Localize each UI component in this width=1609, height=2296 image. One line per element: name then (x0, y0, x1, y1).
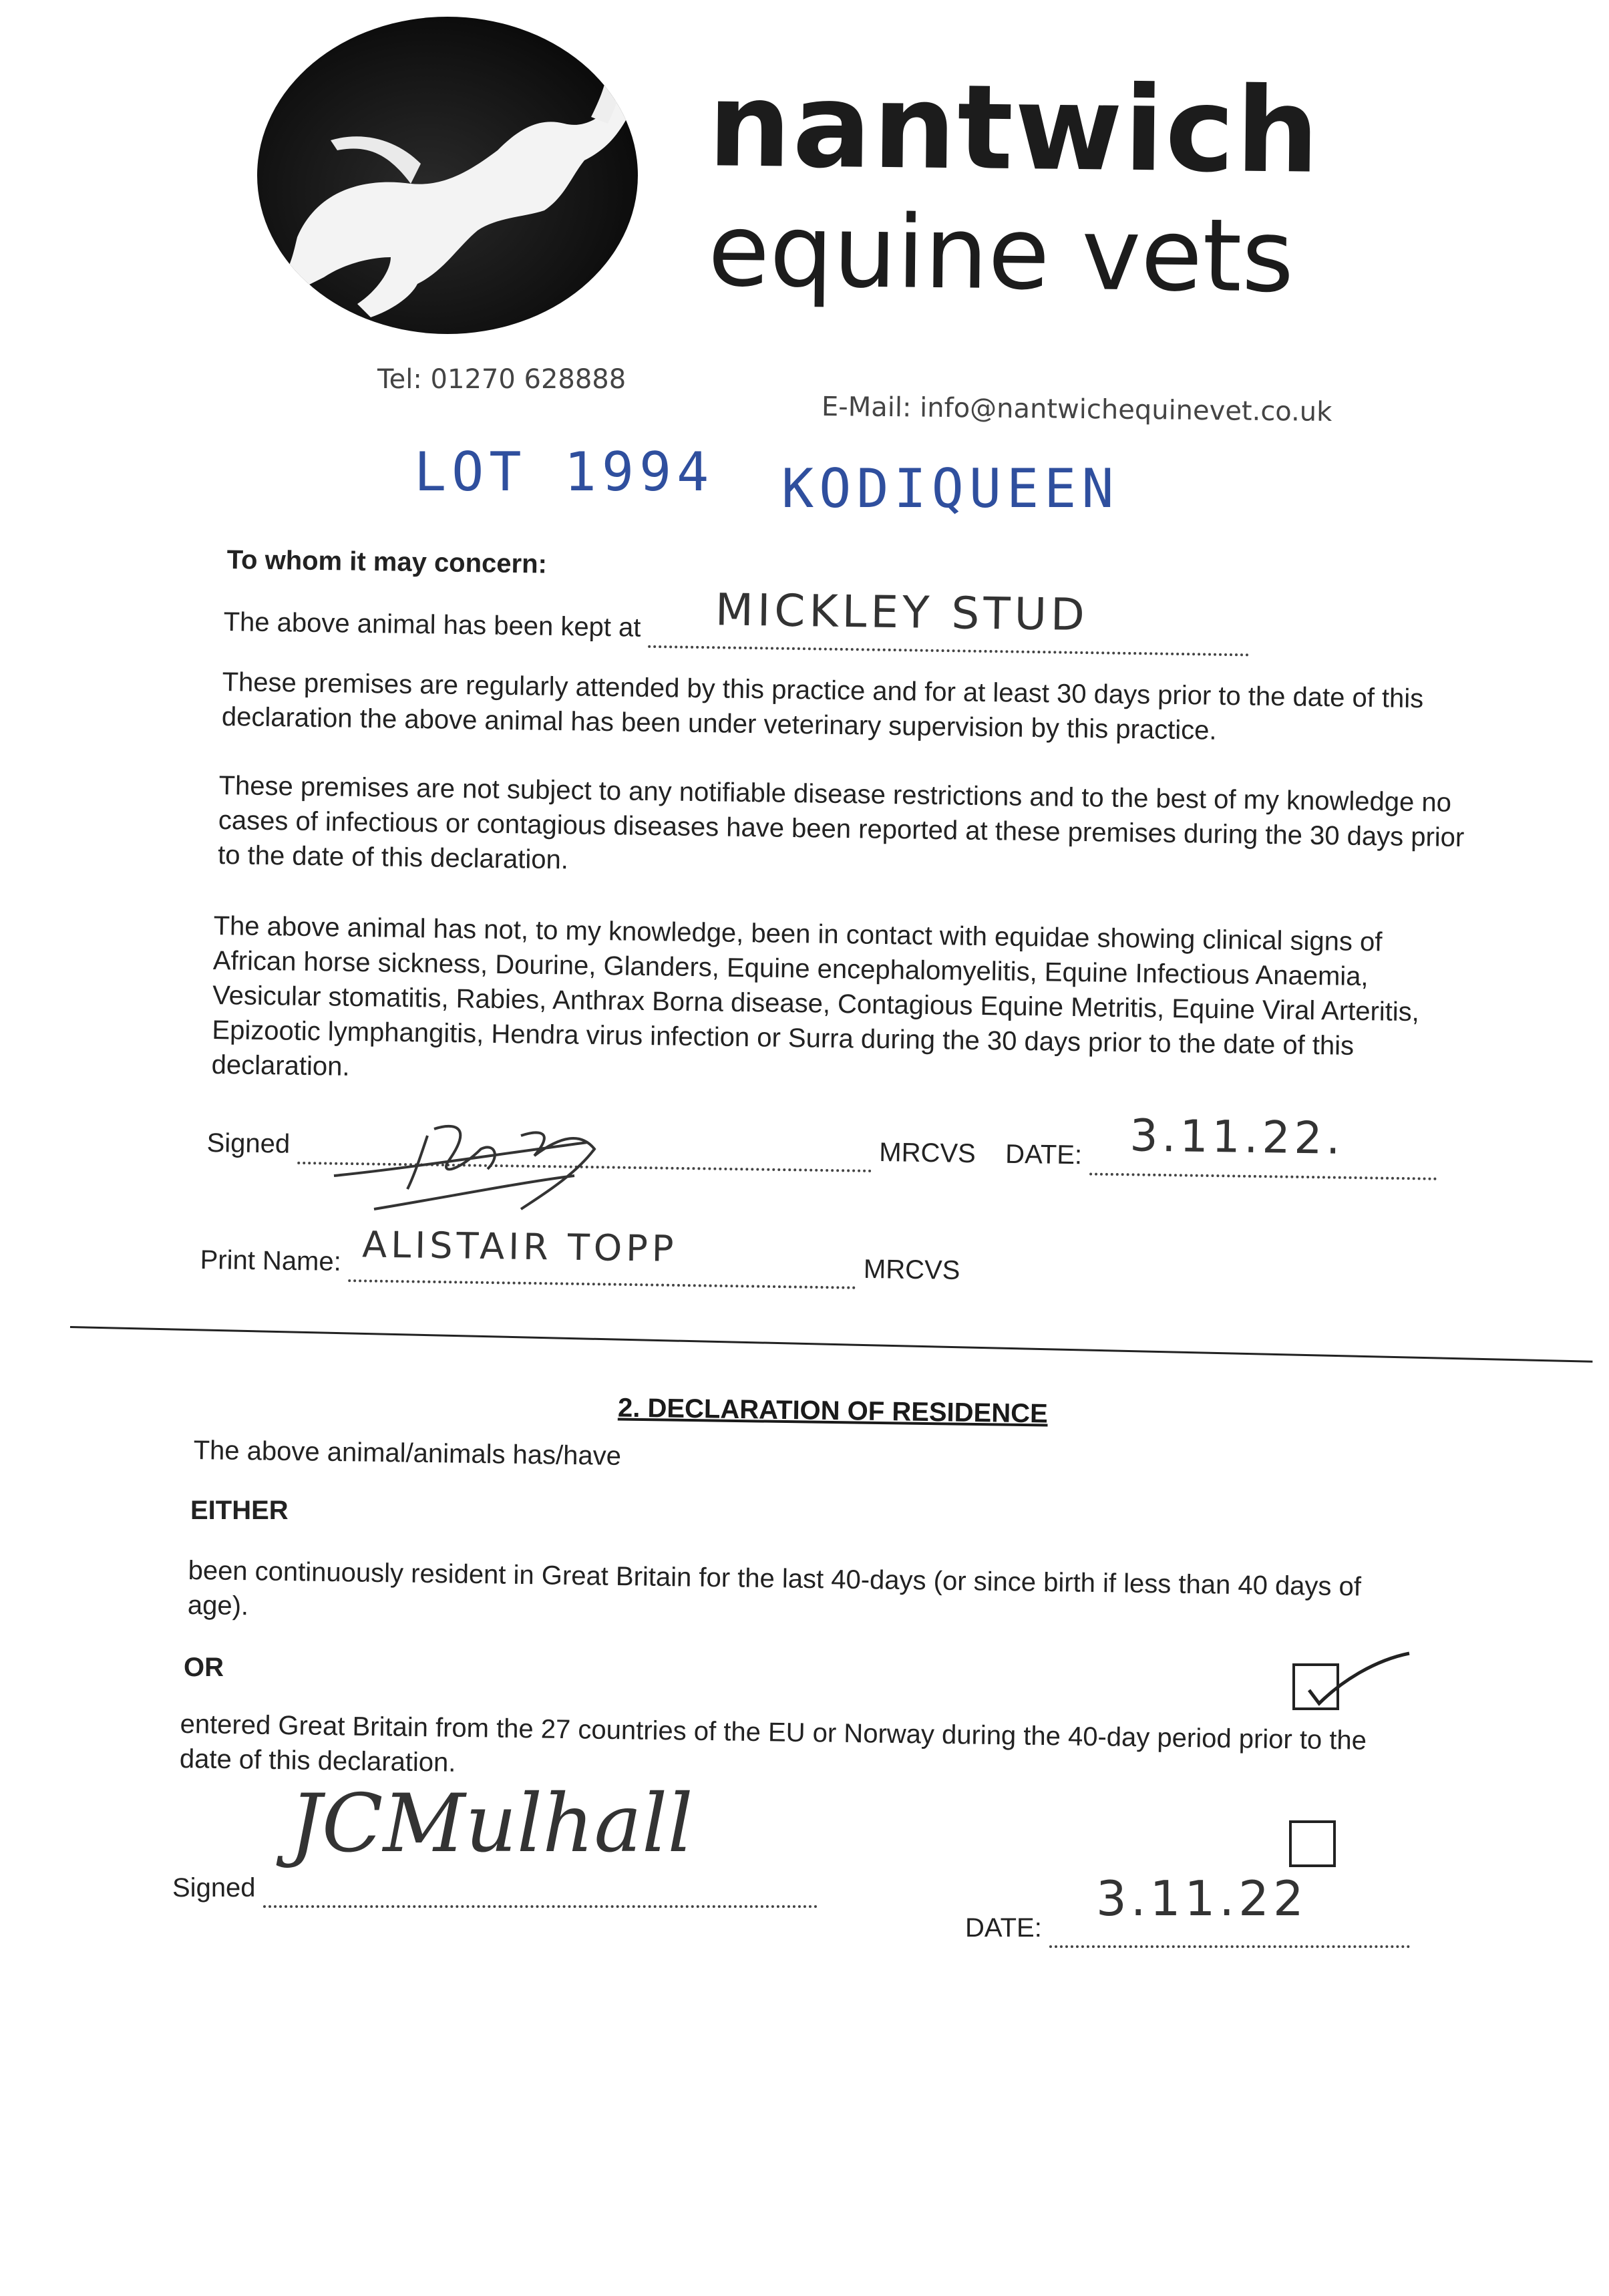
kept-at-line (223, 584, 1479, 659)
mrcvs-label-2: MRCVS (863, 1254, 960, 1285)
option-resident-text: been continuously resident in Great Britain for the last 40-days (or since birth if less than 40 days of age). (187, 1555, 1362, 1621)
vet-date-field (1089, 1110, 1437, 1180)
logo (257, 17, 638, 334)
telephone: Tel: 01270 628888 (377, 364, 627, 395)
paragraph-no-contact: The above animal has not, to my knowledge, been in contact with equidae showing clinical signs of African horse sickness, Dourine, Glanders, Equine encephalomyelitis, Equine Infectious Anaemia, Vesicular stomatitis, Rabies, Anthrax Borna disease, Contagious Equine Metritis, Equine Viral Arteritis, Epizootic lymphangitis, Hendra virus infection or Surra during the 30 days prior to the date of this declaration. (211, 911, 1420, 1082)
vet-signature-drawing (321, 1096, 695, 1222)
paragraph-no-restrictions: These premises are not subject to any notifiable disease restrictions and to the best of my knowledge no cases of infectious or contagious diseases have been reported at these premises during the 30 days prior to the date of this declaration. (217, 770, 1465, 875)
section2-title: 2. DECLARATION OF RESIDENCE (617, 1393, 1049, 1429)
print-name-line (200, 1223, 1069, 1292)
kept-at-label: The above animal has been kept at (223, 607, 641, 643)
vet-date-label: DATE: (1005, 1139, 1083, 1170)
kept-at-field (648, 584, 1250, 657)
checkmark-icon (1296, 1640, 1416, 1720)
section-divider (70, 1326, 1592, 1363)
owner-signature-field (263, 1778, 818, 1908)
owner-signature-line (172, 1778, 840, 1908)
owner-signature-value: JCMulhall (289, 1778, 693, 1870)
brand-name-line1: nantwich (707, 57, 1321, 200)
owner-date-value: 3.11.22 (1095, 1870, 1308, 1927)
signed-label: Signed (206, 1128, 291, 1159)
brand-name-line2: equine vets (707, 192, 1295, 315)
print-name-label: Print Name: (200, 1245, 342, 1277)
horse-jumping-logo-icon (257, 17, 638, 334)
handwritten-lot-number: LOT 1994 (414, 441, 715, 503)
print-name-field (348, 1223, 856, 1289)
owner-date-label: DATE: (965, 1913, 1042, 1943)
entered-checkbox[interactable] (1289, 1820, 1336, 1867)
salutation: To whom it may concern: (226, 544, 548, 579)
residence-intro: The above animal/animals has/have (193, 1435, 622, 1471)
kept-at-value: MICKLEY STUD (715, 584, 1089, 641)
print-name-value: ALISTAIR TOPP (361, 1223, 678, 1270)
either-label: EITHER (190, 1496, 289, 1525)
paragraph-supervision: These premises are regularly attended by this practice and for at least 30 days prior to the date of this declaration the above animal has been under veterinary supervision by this practice. (221, 667, 1424, 746)
owner-date-field (1049, 1870, 1410, 1948)
owner-signed-label: Signed (172, 1873, 256, 1903)
option-entered-text: entered Great Britain from the 27 countries of the EU or Norway during the 40-day period prior to the date of this declaration. (179, 1709, 1367, 1778)
handwritten-horse-name: KODIQUEEN (781, 458, 1119, 520)
email: E-Mail: info@nantwichequinevet.co.uk (821, 391, 1332, 428)
vet-date-value: 3.11.22. (1129, 1110, 1345, 1164)
mrcvs-label: MRCVS (879, 1138, 976, 1169)
or-label: OR (184, 1653, 224, 1682)
owner-date-line (965, 1870, 1433, 1948)
